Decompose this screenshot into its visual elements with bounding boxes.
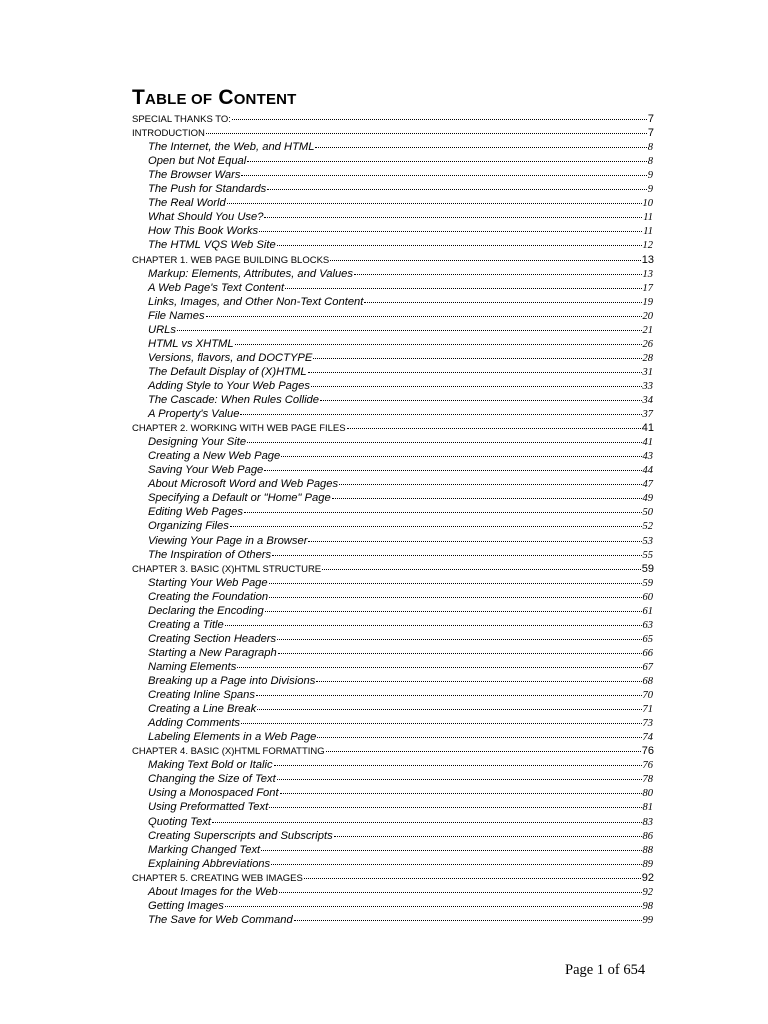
toc-page-number: 73 bbox=[642, 718, 653, 730]
toc-page-number: 76 bbox=[641, 745, 654, 758]
toc-dot-leader bbox=[259, 219, 642, 232]
toc-dot-leader bbox=[339, 472, 641, 485]
toc-entry-label: Creating Inline Spans bbox=[148, 689, 255, 702]
title-word-one-rest: ABLE OF bbox=[145, 91, 213, 108]
toc-dot-leader bbox=[294, 908, 642, 921]
toc-entry-label: Declaring the Encoding bbox=[148, 604, 264, 617]
toc-page-number: 10 bbox=[642, 198, 653, 210]
toc-entry-label: Viewing Your Page in a Browser bbox=[148, 534, 308, 547]
toc-dot-leader bbox=[322, 557, 641, 570]
toc-entry-label: Creating a Line Break bbox=[148, 703, 257, 716]
toc-page-number: 19 bbox=[642, 296, 653, 308]
toc-entry-label: URLs bbox=[148, 323, 176, 336]
toc-page-number: 49 bbox=[642, 493, 653, 505]
toc-page-number: 86 bbox=[642, 830, 653, 842]
toc-entry-label: A Property's Value bbox=[148, 408, 240, 421]
toc-page-number: 67 bbox=[642, 661, 653, 673]
toc-dot-leader bbox=[212, 810, 641, 823]
toc-entry-label: Links, Images, and Other Non-Text Content bbox=[148, 295, 364, 308]
toc-dot-leader bbox=[225, 613, 642, 626]
toc-page-number: 28 bbox=[642, 352, 653, 364]
toc-dot-leader bbox=[269, 795, 641, 808]
toc-dot-leader bbox=[230, 514, 642, 527]
toc-page-number: 31 bbox=[642, 366, 653, 378]
toc-page-number: 41 bbox=[641, 422, 654, 435]
toc-page-number: 74 bbox=[642, 732, 653, 744]
toc-page-number: 12 bbox=[642, 240, 653, 252]
toc-dot-leader bbox=[326, 739, 641, 752]
toc-page-number: 17 bbox=[642, 282, 653, 294]
toc-dot-leader bbox=[247, 149, 646, 162]
toc-dot-leader bbox=[311, 374, 642, 387]
toc-dot-leader bbox=[241, 711, 641, 724]
toc-entry-label: Getting Images bbox=[148, 899, 224, 912]
toc-dot-leader bbox=[240, 402, 641, 415]
toc-dot-leader bbox=[264, 205, 642, 218]
toc-page-number: 61 bbox=[642, 605, 653, 617]
toc-page-number: 33 bbox=[642, 380, 653, 392]
toc-entry-label: File Names bbox=[148, 309, 205, 322]
toc-entry-label: The Internet, the Web, and HTML bbox=[148, 141, 315, 154]
toc-entry-label: About Microsoft Word and Web Pages bbox=[148, 478, 339, 491]
toc-entry-label: Saving Your Web Page bbox=[148, 464, 264, 477]
toc-entry-label: Labeling Elements in a Web Page bbox=[148, 731, 317, 744]
toc-entry-label: The HTML VQS Web Site bbox=[148, 239, 276, 252]
toc-page-number: 34 bbox=[642, 395, 653, 406]
toc-entry-label: Using Preformatted Text bbox=[148, 801, 269, 814]
toc-entry-label: Making Text Bold or Italic bbox=[148, 759, 273, 772]
toc-entry-label: Creating Superscripts and Subscripts bbox=[148, 829, 333, 842]
toc-page-number: 63 bbox=[642, 619, 653, 631]
toc-page-number: 81 bbox=[642, 802, 653, 814]
toc-page-number: 13 bbox=[642, 268, 653, 280]
toc-page-number: 7 bbox=[647, 113, 654, 125]
toc-dot-leader bbox=[320, 388, 641, 401]
toc-entry-label: The Browser Wars bbox=[148, 169, 241, 182]
toc-page-number: 41 bbox=[642, 437, 653, 449]
toc-dot-leader bbox=[315, 135, 646, 148]
toc-page-number: 37 bbox=[642, 409, 653, 421]
toc-dot-leader bbox=[269, 585, 641, 598]
toc-dot-leader bbox=[227, 191, 642, 204]
toc-dot-leader bbox=[244, 500, 642, 513]
toc-dot-leader bbox=[364, 290, 641, 303]
toc-entry-label: Starting Your Web Page bbox=[148, 576, 268, 589]
title-word-two-rest: ONTENT bbox=[233, 91, 297, 108]
toc-page-number: 9 bbox=[647, 170, 653, 182]
toc-dot-leader bbox=[232, 107, 647, 120]
toc-page-number: 80 bbox=[642, 788, 653, 800]
toc-entry-label: Creating a New Web Page bbox=[148, 450, 281, 463]
toc-page-number: 7 bbox=[647, 127, 654, 140]
toc-page-number: 99 bbox=[642, 914, 653, 926]
toc-page-number: 65 bbox=[642, 633, 653, 645]
toc-page-number: 98 bbox=[642, 900, 653, 912]
title-initial-t: T bbox=[132, 86, 146, 109]
toc-entry-label: Creating a Title bbox=[148, 618, 224, 631]
toc-dot-leader bbox=[271, 852, 641, 865]
toc-page-number: 8 bbox=[647, 156, 653, 168]
toc-entry-label: CHAPTER 5. CREATING WEB IMAGES bbox=[132, 872, 303, 884]
toc-entry-label: CHAPTER 4. BASIC (X)HTML FORMATTING bbox=[132, 746, 325, 758]
toc-page-number: 92 bbox=[642, 886, 653, 898]
toc-dot-leader bbox=[225, 894, 642, 907]
toc-entry-label: Adding Comments bbox=[148, 717, 241, 730]
toc-entry-label: The Save for Web Command bbox=[148, 913, 293, 926]
toc-dot-leader bbox=[334, 824, 642, 837]
toc-page-number: 66 bbox=[642, 647, 653, 659]
toc-dot-leader bbox=[317, 725, 641, 738]
toc-entry-label: Marking Changed Text bbox=[148, 843, 261, 856]
toc-dot-leader bbox=[281, 444, 641, 457]
toc-entry-label: Changing the Size of Text bbox=[148, 773, 276, 786]
toc-page-number: 21 bbox=[642, 324, 653, 336]
toc-page-number: 52 bbox=[642, 521, 653, 533]
toc-entry-label: The Real World bbox=[148, 197, 226, 210]
toc-entry-label: The Push for Standards bbox=[148, 183, 267, 196]
toc-entry-label: Organizing Files bbox=[148, 520, 229, 533]
toc-page-number: 50 bbox=[642, 507, 653, 519]
toc-entry-label: Versions, flavors, and DOCTYPE bbox=[148, 351, 313, 364]
toc-dot-leader bbox=[277, 627, 641, 640]
toc-dot-leader bbox=[332, 486, 642, 499]
toc-dot-leader bbox=[264, 458, 641, 471]
toc-page-number: 43 bbox=[642, 451, 653, 463]
toc-entry-label: HTML vs XHTML bbox=[148, 337, 234, 350]
toc-entry-label: INTRODUCTION bbox=[132, 128, 205, 140]
toc-entry-label: Open but Not Equal bbox=[148, 155, 247, 168]
toc-dot-leader bbox=[247, 430, 641, 443]
toc-entry-label: A Web Page's Text Content bbox=[148, 281, 285, 294]
toc-page-number: 44 bbox=[642, 465, 653, 477]
toc-section-entry[interactable] bbox=[148, 910, 653, 924]
toc-page-number: 71 bbox=[642, 704, 653, 716]
toc-page-number: 59 bbox=[642, 577, 653, 589]
toc-page-number: 89 bbox=[642, 858, 653, 870]
toc-dot-leader bbox=[316, 669, 641, 682]
toc-entry-label: Creating Section Headers bbox=[148, 632, 277, 645]
toc-page-number: 60 bbox=[642, 591, 653, 603]
toc-entry-label: Designing Your Site bbox=[148, 436, 247, 449]
toc-dot-leader bbox=[241, 163, 646, 176]
toc-dot-leader bbox=[257, 697, 641, 710]
toc-entry-label: CHAPTER 2. WORKING WITH WEB PAGE FILES bbox=[132, 423, 346, 435]
toc-page-number: 55 bbox=[642, 549, 653, 561]
toc-page-number: 59 bbox=[641, 562, 654, 575]
toc-entry-label: Explaining Abbreviations bbox=[148, 857, 271, 870]
title-initial-c: C bbox=[218, 86, 234, 109]
toc-entry-label: CHAPTER 1. WEB PAGE BUILDING BLOCKS bbox=[132, 254, 330, 266]
toc-page-number: 70 bbox=[642, 690, 653, 702]
toc-dot-leader bbox=[237, 655, 641, 668]
toc-dot-leader bbox=[285, 276, 641, 289]
toc-entry-label: CHAPTER 3. BASIC (X)HTML STRUCTURE bbox=[132, 563, 322, 575]
toc-entry-label: The Inspiration of Others bbox=[148, 548, 272, 561]
toc-page-number: 68 bbox=[642, 676, 653, 687]
toc-entry-label: SPECIAL THANKS TO: bbox=[132, 114, 231, 125]
toc-page-number: 13 bbox=[641, 253, 654, 266]
toc-dot-leader bbox=[272, 543, 641, 556]
toc-entry-label: Quoting Text bbox=[148, 815, 212, 828]
toc-dot-leader bbox=[304, 866, 641, 879]
toc-dot-leader bbox=[269, 571, 642, 584]
toc-page-number: 83 bbox=[642, 816, 653, 828]
toc-entry-label: Markup: Elements, Attributes, and Values bbox=[148, 267, 353, 280]
toc-dot-leader bbox=[235, 332, 642, 345]
toc-dot-leader bbox=[278, 641, 642, 654]
toc-entry-label: Breaking up a Page into Divisions bbox=[148, 675, 316, 687]
toc-dot-leader bbox=[308, 360, 642, 373]
toc-page-number: 47 bbox=[642, 479, 653, 491]
toc-dot-leader bbox=[313, 346, 641, 359]
toc-page-number: 8 bbox=[647, 142, 653, 154]
toc-page-number: 20 bbox=[642, 310, 653, 322]
toc-dot-leader bbox=[206, 121, 647, 134]
toc-page-number: 88 bbox=[642, 844, 653, 856]
toc-entry-label: What Should You Use? bbox=[148, 211, 264, 224]
toc-entry-label: The Default Display of (X)HTML bbox=[148, 365, 307, 378]
toc-dot-leader bbox=[354, 262, 642, 275]
toc-page-number: 11 bbox=[643, 226, 653, 238]
toc-entry-label: How This Book Works bbox=[148, 225, 259, 238]
toc-entry-label: Using a Monospaced Font bbox=[148, 787, 279, 800]
toc-dot-leader bbox=[274, 753, 642, 766]
toc-entry-label: About Images for the Web bbox=[148, 885, 278, 898]
toc-page-number: 26 bbox=[642, 338, 653, 350]
toc-dot-leader bbox=[280, 781, 642, 794]
toc-dot-leader bbox=[256, 683, 642, 696]
toc-page-number: 92 bbox=[641, 871, 654, 884]
toc-entry-label: Adding Style to Your Web Pages bbox=[148, 379, 310, 392]
toc-dot-leader bbox=[279, 880, 642, 893]
toc-dot-leader bbox=[277, 767, 642, 780]
toc-entry-label: Naming Elements bbox=[148, 660, 237, 673]
toc-dot-leader bbox=[277, 233, 642, 246]
page-footer: Page 1 of 654 bbox=[565, 962, 646, 978]
toc-entry-label: The Cascade: When Rules Collide bbox=[148, 394, 320, 406]
toc-page-number: 11 bbox=[643, 212, 653, 224]
toc-dot-leader bbox=[206, 304, 642, 317]
toc-dot-leader bbox=[267, 177, 647, 190]
toc-dot-leader bbox=[308, 529, 641, 542]
toc-dot-leader bbox=[330, 248, 640, 261]
toc-dot-leader bbox=[347, 416, 641, 429]
toc-dot-leader bbox=[265, 599, 642, 612]
toc-page-number: 78 bbox=[642, 774, 653, 786]
toc-dot-leader bbox=[177, 318, 642, 331]
toc-page-number: 9 bbox=[647, 184, 653, 196]
toc-page-number: 53 bbox=[642, 535, 653, 547]
toc-entry-label: Creating the Foundation bbox=[148, 590, 269, 603]
toc-entry-label: Starting a New Paragraph bbox=[148, 646, 277, 659]
toc-entry-label: Specifying a Default or "Home" Page bbox=[148, 492, 331, 505]
toc-dot-leader bbox=[261, 838, 641, 851]
toc-entry-label: Editing Web Pages bbox=[148, 506, 243, 519]
toc-page-number: 76 bbox=[642, 760, 653, 772]
